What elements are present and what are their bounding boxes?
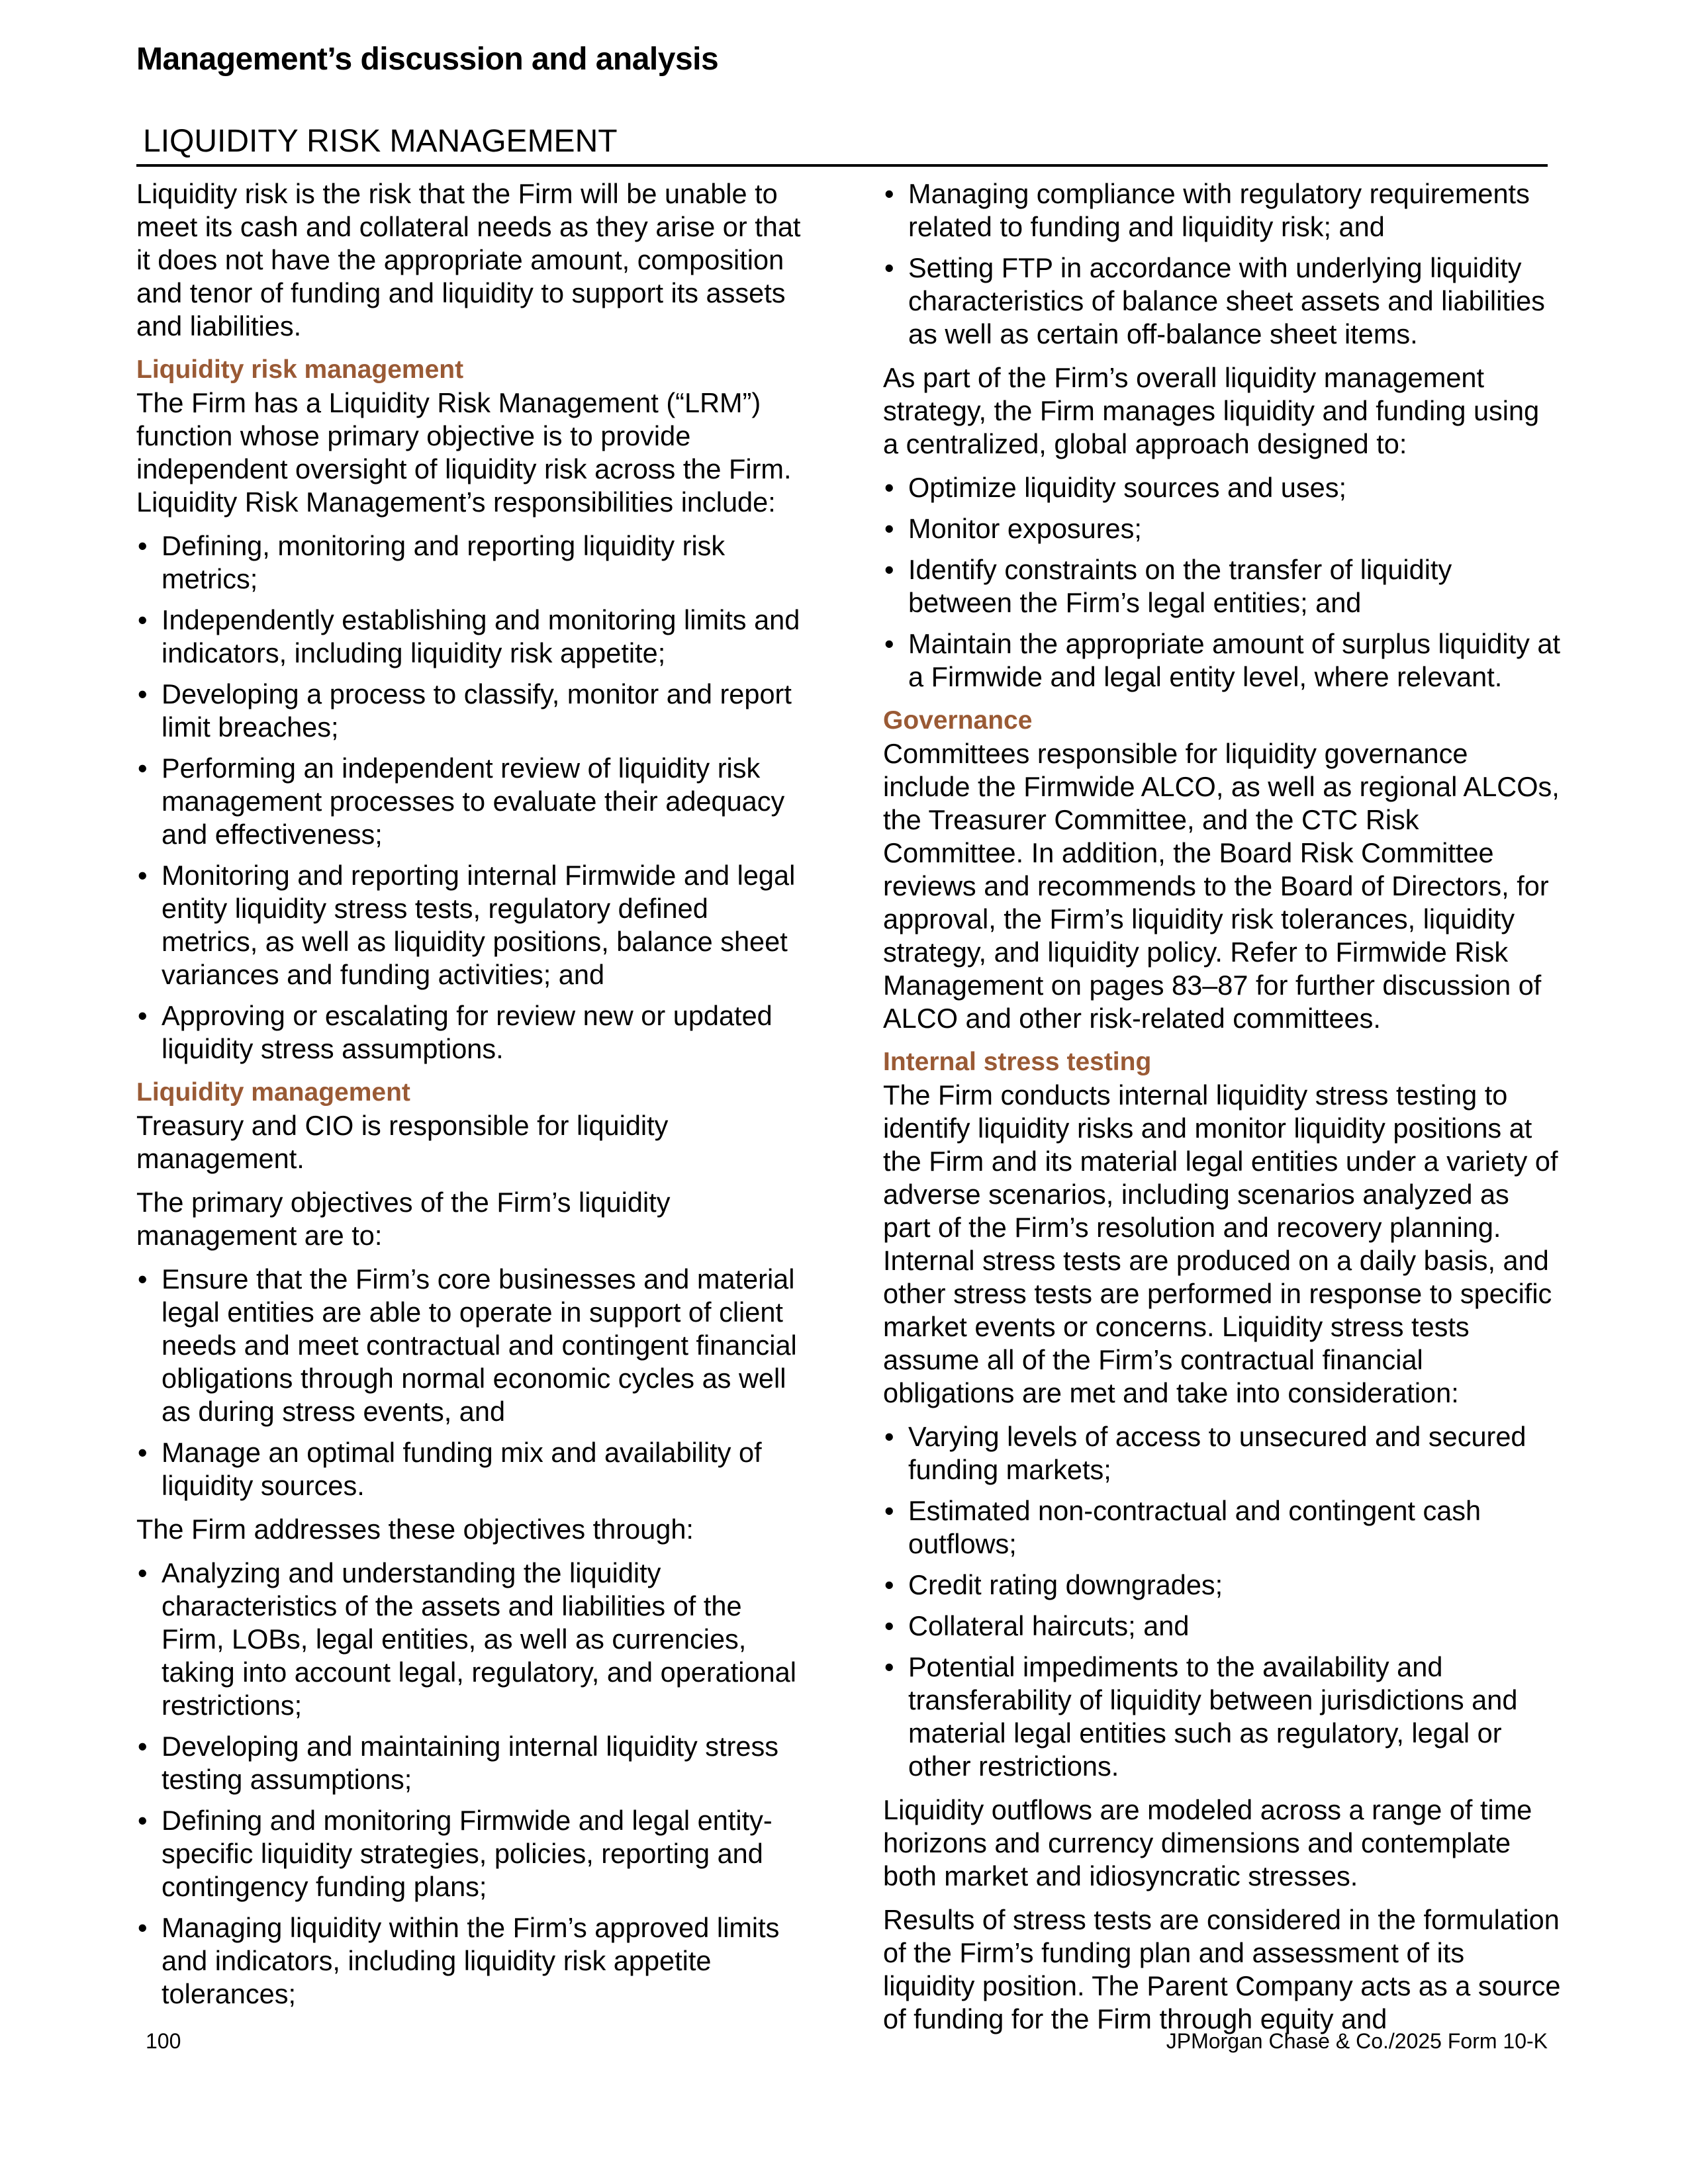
list-item: • Ensure that the Firm’s core businesses and material legal entities are able to operate in support of client needs and meet contractual and contingent financial obligations through normal economic cycles as well as during stress events, and <box>136 1263 812 1428</box>
results-paragraph: Results of stress tests are considered in the formulation of the Firm’s funding plan and assessment of its liquidity position. The Parent Company acts as a source of funding for the Firm through equity and <box>883 1904 1561 2034</box>
list-item: • Credit rating downgrades; <box>883 1569 1561 1602</box>
lm-bullet-list <box>136 1263 812 1502</box>
list-item: • Manage an optimal funding mix and availability of liquidity sources. <box>136 1436 812 1502</box>
list-item: • Developing and maintaining internal liquidity stress testing assumptions; <box>136 1730 812 1796</box>
list-item: • Varying levels of access to unsecured and secured funding markets; <box>883 1420 1561 1486</box>
lm-heading: Liquidity management <box>136 1078 410 1107</box>
list-item: • Defining and monitoring Firmwide and legal entity-specific liquidity strategies, policies, reporting and contingency funding plans; <box>136 1804 812 1903</box>
list-item: • Monitoring and reporting internal Firmwide and legal entity liquidity stress tests, regulatory defined metrics, as well as liquidity positions, balance sheet variances and funding activities; and <box>136 859 812 991</box>
list-item: • Optimize liquidity sources and uses; <box>883 471 1561 504</box>
stress-testing-bullet-list <box>883 1420 1561 1783</box>
list-item: • Identify constraints on the transfer of liquidity between the Firm’s legal entities; and <box>883 553 1561 619</box>
list-item: • Estimated non-contractual and contingent cash outflows; <box>883 1494 1561 1561</box>
through-paragraph: The Firm addresses these objectives through: <box>136 1514 694 1545</box>
lrm-bullet-list <box>136 529 812 1066</box>
continued-bullet-list <box>883 177 1561 351</box>
strategy-paragraph: As part of the Firm’s overall liquidity management strategy, the Firm manages liquidity and funding using a centralized, global approach designed to: <box>883 362 1540 459</box>
lrm-heading: Liquidity risk management <box>136 355 464 384</box>
list-item: • Collateral haircuts; and <box>883 1610 1561 1643</box>
stress-testing-paragraph: The Firm conducts internal liquidity stress testing to identify liquidity risks and monitor liquidity positions at the Firm and its material legal entities under a variety of adverse scenarios, including scenarios analyzed as part of the Firm’s resolution and recovery planning. Internal stress tests are produced on a daily basis, and other stress tests are performed in response to specific market events or concerns. Liquidity stress tests assume all of the Firm’s contractual financial obligations are met and take into consideration: <box>883 1079 1558 1408</box>
page-header: Management’s discussion and analysis <box>136 42 719 77</box>
list-item: • Developing a process to classify, monitor and report limit breaches; <box>136 678 812 744</box>
lm-paragraph-1: Treasury and CIO is responsible for liquidity management. <box>136 1110 669 1174</box>
list-item: • Analyzing and understanding the liquidity characteristics of the assets and liabilities of the Firm, LOBs, legal entities, as well as currencies, taking into account legal, regulatory, and operational restrictions; <box>136 1557 812 1722</box>
lm-paragraph-2: The primary objectives of the Firm’s liquidity management are to: <box>136 1187 671 1251</box>
intro-paragraph: Liquidity risk is the risk that the Firm will be unable to meet its cash and collateral needs as they arise or that it does not have the appropriate amount, composition and tenor of funding and liquidity to support its assets and liabilities. <box>136 178 801 341</box>
list-item: • Managing compliance with regulatory requirements related to funding and liquidity risk; and <box>883 177 1561 244</box>
list-item: • Potential impediments to the availability and transferability of liquidity between jurisdictions and material legal entities such as regulatory, legal or other restrictions. <box>883 1651 1561 1783</box>
section-title: LIQUIDITY RISK MANAGEMENT <box>143 124 618 159</box>
strategy-bullet-list <box>883 471 1561 694</box>
list-item: • Independently establishing and monitoring limits and indicators, including liquidity risk appetite; <box>136 604 812 670</box>
list-item: • Setting FTP in accordance with underlying liquidity characteristics of balance sheet assets and liabilities as well as certain off-balance sheet items. <box>883 251 1561 351</box>
footer-document-ref: JPMorgan Chase & Co./2025 Form 10-K <box>1166 2029 1548 2053</box>
list-item: • Defining, monitoring and reporting liquidity risk metrics; <box>136 529 812 596</box>
outflows-paragraph: Liquidity outflows are modeled across a range of time horizons and currency dimensions and contemplate both market and idiosyncratic stresses. <box>883 1794 1532 1891</box>
list-item: • Managing liquidity within the Firm’s approved limits and indicators, including liquidity risk appetite tolerances; <box>136 1911 812 2011</box>
governance-paragraph: Committees responsible for liquidity governance include the Firmwide ALCO, as well as regional ALCOs, the Treasurer Committee, and the CTC Risk Committee. In addition, the Board Risk Committee reviews and recommends to the Board of Directors, for approval, the Firm’s liquidity risk tolerances, liquidity strategy, and liquidity policy. Refer to Firmwide Risk Management on pages 83–87 for further discussion of ALCO and other risk-related committees. <box>883 738 1560 1034</box>
list-item: • Maintain the appropriate amount of surplus liquidity at a Firmwide and legal entity level, where relevant. <box>883 627 1561 694</box>
lrm-paragraph: The Firm has a Liquidity Risk Management (“LRM”) function whose primary objective is to provide independent oversight of liquidity risk across the Firm. Liquidity Risk Management’s responsibilities include: <box>136 387 792 518</box>
section-rule <box>136 164 1548 167</box>
footer-page-number: 100 <box>146 2029 181 2053</box>
stress-testing-heading: Internal stress testing <box>883 1048 1152 1076</box>
left-column <box>136 177 812 2021</box>
list-item: • Monitor exposures; <box>883 512 1561 545</box>
right-column <box>883 177 1561 2046</box>
list-item: • Performing an independent review of liquidity risk management processes to evaluate their adequacy and effectiveness; <box>136 752 812 851</box>
through-bullet-list <box>136 1557 812 2011</box>
list-item: • Approving or escalating for review new or updated liquidity stress assumptions. <box>136 999 812 1066</box>
governance-heading: Governance <box>883 706 1033 735</box>
